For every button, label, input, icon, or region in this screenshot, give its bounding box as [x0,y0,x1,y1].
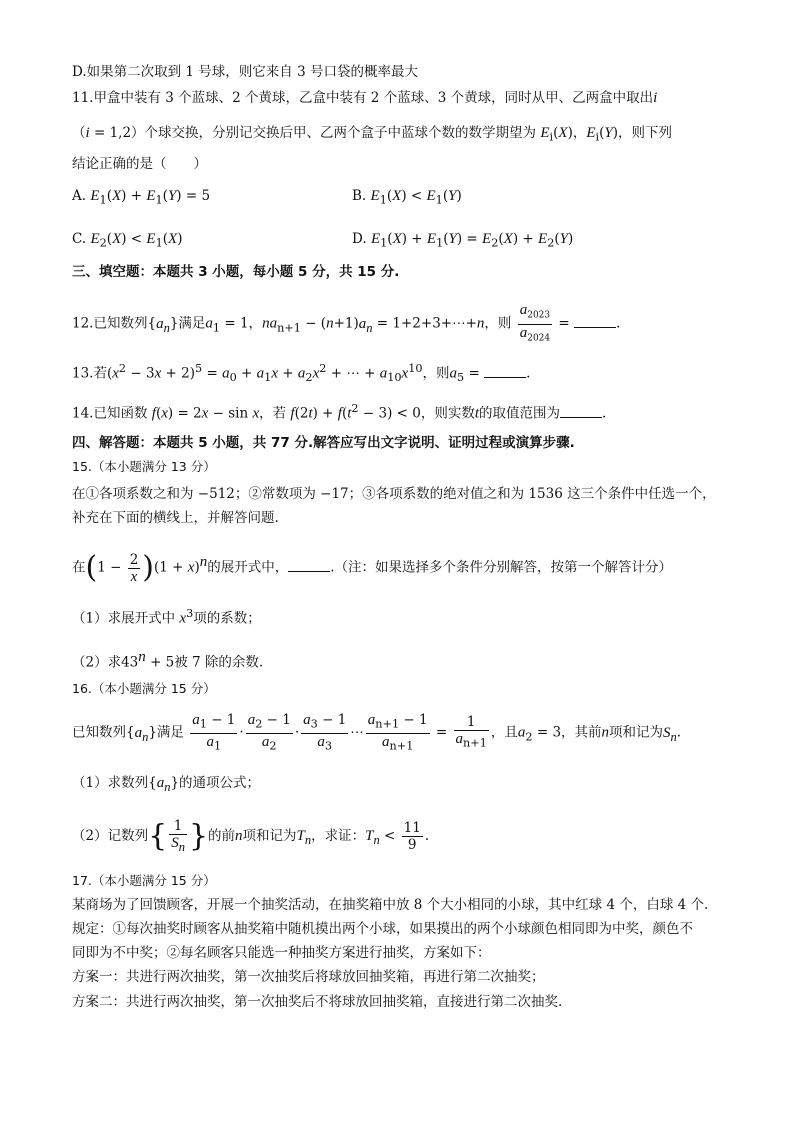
q16-stem: 已知数列$\{a_n\}$满足 $\frac{a_1 - 1}{a_1}$ · $\frac{a_2 - 1}{a_2}$ · $\frac{a_3 - 1}{a_3}$ ⋯ $\frac{a_{n+1} - 1}{a_{n+1}}$ = $\frac{1}{a_{n+1}}$ ，且$a_2 = 3$，其前n项和记为$S_n$. [72,712,682,753]
q12: 12.已知数列$\{a_n\}$满足$a_1 = 1$，$na_{n+1} - (n+1)a_n$ = 1+2+3+⋯+n，则 $\frac{a_{2023}}{a_{2024}}$ = . [72,302,621,344]
q15-header: 15.（本小题满分 13 分） [72,459,216,474]
q11-option-d: D. $E_1(X) + E_1(Y) = E_2(X) + E_2(Y)$ [352,231,574,250]
q17-line2: 规定：①每次抽奖时顾客从抽奖箱中随机摸出两个小球，如果摸出的两个小球颜色相同即为中奖，颜色不 [72,921,693,937]
q11-stem-line1: 11.甲盒中装有 3 个蓝球、2 个黄球，乙盒中装有 2 个蓝球、3 个黄球，同时从甲、乙两盒中取出i [72,90,658,106]
q11-option-c: C. $E_2(X) < E_1(X)$ [72,231,183,250]
q16-header: 16.（本小题满分 15 分） [72,681,216,696]
q11-stem-line3: 结论正确的是（ ） [72,156,207,172]
q16-part1: （1）求数列$\{a_n\}$的通项公式； [72,775,261,794]
q17-header: 17.（本小题满分 15 分） [72,873,216,888]
q14: 14.已知函数 f(x) = 2x − sin x，若 $f(2t) + f(t^2 - 3) < 0$，则实数t的取值范围为 . [72,402,607,422]
q11-option-a: A. $E_1(X) + E_1(Y) = 5$ [72,188,211,207]
section-3-heading: 三、填空题：本题共 3 小题，每小题 5 分，共 15 分. [72,264,400,280]
q17-plan1: 方案一：共进行两次抽奖，第一次抽奖后将球放回抽奖箱，再进行第二次抽奖； [72,969,545,985]
q15-part1: （1）求展开式中 $x^3$项的系数； [72,607,261,627]
q15-part2: （2）求$43^n + 5$被 7 除的余数. [72,649,264,671]
q10-option-d: D.如果第二次取到 1 号球，则它来自 3 号口袋的概率最大 [72,64,418,80]
q16-part2: （2）记数列{ $\frac{1}{S_n}$ }的前n项和记为$T_n$，求证：$T_n$ < $\frac{11}{9}$ . [72,818,430,854]
q15-conditions-line1: 在①各项系数之和为 −512；②常数项为 −17；③各项系数的绝对值之和为 1536 这三个条件中任选一个， [72,486,716,502]
q11-option-b: B. $E_1(X) < E_1(Y)$ [352,188,462,207]
section-4-heading: 四、解答题：本题共 5 小题，共 77 分.解答应写出文字说明、证明过程或演算步骤. [72,435,575,451]
q11-stem-line2: （i = 1,2）个球交换，分别记交换后甲、乙两个盒子中蓝球个数的数学期望为 $E_i(X)$，$E_i(Y)$，则下列 [72,125,673,144]
q17-line1: 某商场为了回馈顾客，开展一个抽奖活动，在抽奖箱中放 8 个大小相同的小球，其中红球 4 个，白球 4 个. [72,897,709,913]
q15-conditions-line2: 补充在下面的横线上，并解答问题. [72,510,279,526]
q15-expansion: 在(1 − $\frac{2}{x}$ )$(1 + x)^n$的展开式中， .（注：如果选择多个条件分别解答，按第一个解答计分） [72,550,673,585]
q17-plan2: 方案二：共进行两次抽奖，第一次抽奖后不将球放回抽奖箱，直接进行第二次抽奖. [72,994,563,1010]
q17-line3: 同即为不中奖；②每名顾客只能选一种抽奖方案进行抽奖，方案如下： [72,945,491,961]
q13: 13.若$(x^2 - 3x + 2)^5 = a_0 + a_1x + a_2x^2$ + ⋯ + $a_{10}x^{10}$，则$a_5$ = . [72,362,531,385]
